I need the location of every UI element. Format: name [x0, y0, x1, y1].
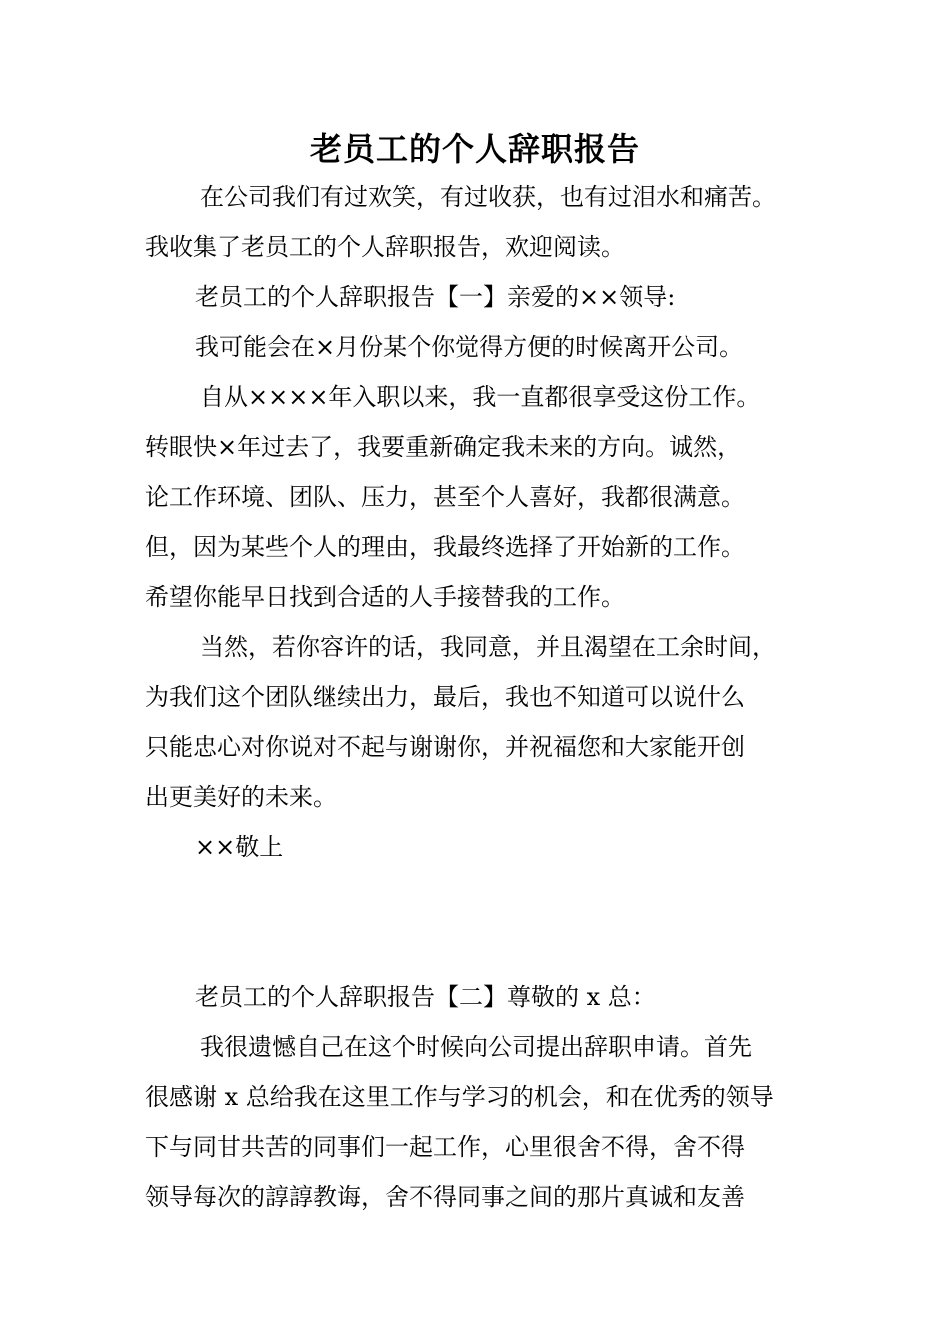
paragraph-line: 下与同甘共苦的同事们一起工作，心里很舍不得，舍不得 [145, 1133, 745, 1161]
paragraph-line: 希望你能早日找到合适的人手接替我的工作。 [145, 583, 625, 611]
paragraph-line: 我可能会在×月份某个你觉得方便的时候离开公司。 [195, 333, 744, 361]
paragraph-line: 只能忠心对你说对不起与谢谢你，并祝福您和大家能开创 [145, 733, 745, 761]
paragraph-line: 在公司我们有过欢笑，有过收获，也有过泪水和痛苦。 [200, 183, 776, 211]
section-heading-line: 老员工的个人辞职报告【二】尊敬的 x 总： [195, 983, 656, 1011]
paragraph-line: 自从××××年入职以来，我一直都很享受这份工作。 [200, 383, 761, 411]
paragraph-line: 出更美好的未来。 [145, 783, 337, 811]
paragraph-line: 但，因为某些个人的理由，我最终选择了开始新的工作。 [145, 533, 745, 561]
paragraph-line: 转眼快×年过去了，我要重新确定我未来的方向。诚然， [145, 433, 742, 461]
paragraph-line: 领导每次的諄諄教诲，舍不得同事之间的那片真诚和友善 [145, 1183, 745, 1211]
paragraph-line: 当然，若你容许的话，我同意，并且渴望在工余时间， [200, 633, 776, 661]
paragraph-line: 我很遗憾自己在这个时候向公司提出辞职申请。首先 [200, 1033, 752, 1061]
document-title: 老员工的个人辞职报告 [309, 130, 640, 168]
paragraph-line: 很感谢 x 总给我在这里工作与学习的机会，和在优秀的领导 [145, 1083, 774, 1111]
section-heading-line: 老员工的个人辞职报告【一】亲爱的××领导: [195, 283, 676, 311]
paragraph-line: 为我们这个团队继续出力，最后，我也不知道可以说什么 [145, 683, 745, 711]
paragraph-line: 我收集了老员工的个人辞职报告，欢迎阅读。 [145, 233, 625, 261]
paragraph-line: 论工作环境、团队、压力，甚至个人喜好，我都很满意。 [145, 483, 745, 511]
signature-line: ××敬上 [195, 833, 284, 861]
